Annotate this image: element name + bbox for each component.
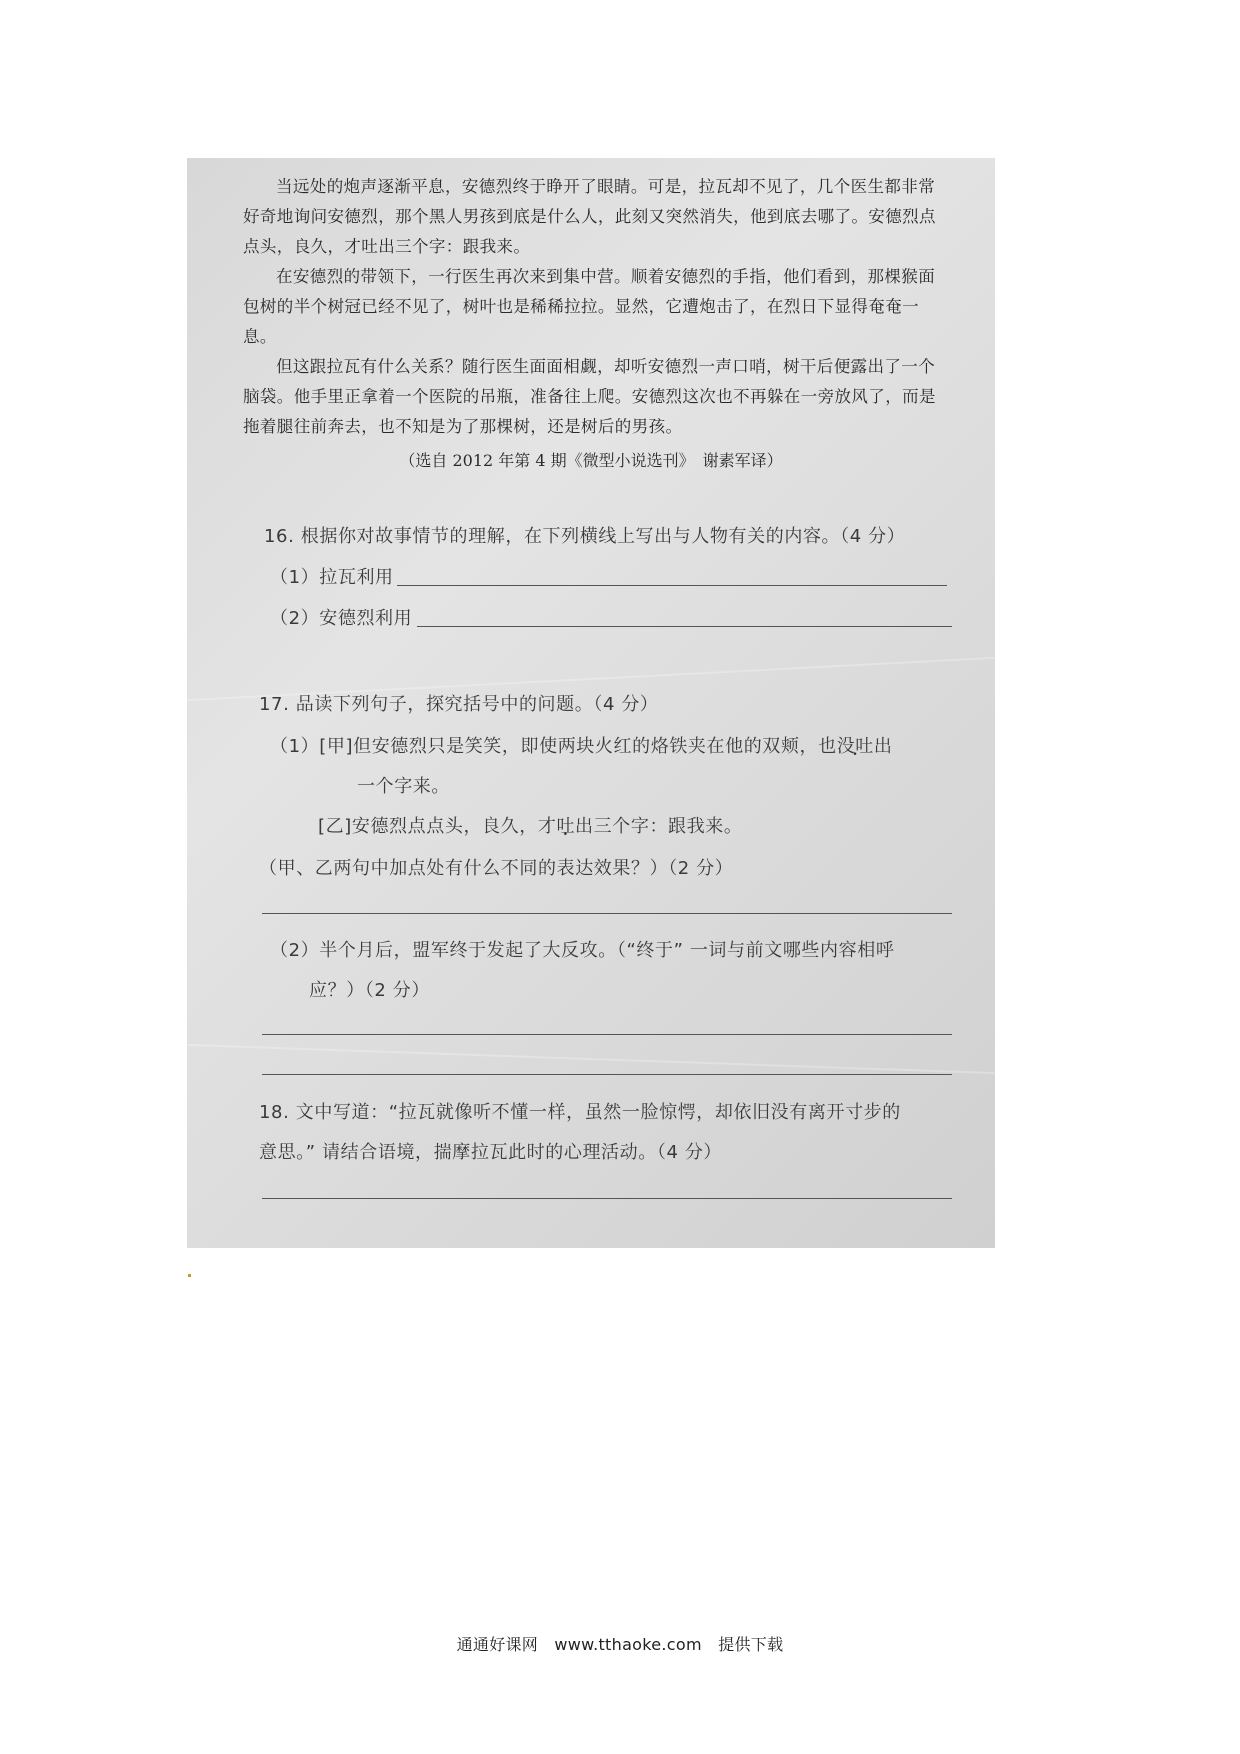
question-17-sentence-jia xyxy=(270,732,893,758)
question-17-sentence-yi xyxy=(318,812,742,838)
answer-line[interactable] xyxy=(417,626,952,627)
answer-line[interactable] xyxy=(397,585,947,586)
answer-line[interactable] xyxy=(262,1034,952,1035)
passage-paragraph: 但这跟拉瓦有什么关系？随行医生面面相觑，却听安德烈一声口哨，树干后便露出了一个脑袋。他手里正拿着一个医院的吊瓶，准备往上爬。安德烈这次也不再躲在一旁放风了，而是拖着腿往前奔去，也不知是为了那棵树，还是树后的男孩。 xyxy=(243,357,936,436)
sentence-text: （1）[甲]但安德烈只是笑笑，即使两块火红的烙铁夹在他的双颊， xyxy=(270,736,819,757)
question-17-stem: 17. 品读下列句子，探究括号中的问题。（4 分） xyxy=(259,694,659,715)
passage-paragraph: 在安德烈的带领下，一行医生再次来到集中营。顺着安德烈的手指，他们看到，那棵猴面包树的半个树冠已经不见了，树叶也是稀稀拉拉。显然，它遭炮击了，在烈日下显得奄奄一息。 xyxy=(243,267,936,346)
question-17-sentence-jia-cont: 一个字来。 xyxy=(357,776,450,797)
passage-paragraph: 当远处的炮声逐渐平息，安德烈终于睁开了眼睛。可是，拉瓦却不见了，几个医生都非常好奇地询问安德烈，那个黑人男孩到底是什么人，此刻又突然消失，他到底去哪了。安德烈点点头，良久，才吐出三个字：跟我来。 xyxy=(243,177,936,256)
sentence-text: [乙]安德烈点点头，良久， xyxy=(318,816,538,837)
sentence-text: 三个字：跟我来。 xyxy=(593,816,743,837)
question-16-item-1: （1）拉瓦利用 xyxy=(270,567,394,588)
question-18-stem: 18. 文中写道：“拉瓦就像听不懂一样，虽然一脸惊愕，却依旧没有离开寸步的 xyxy=(259,1102,901,1123)
emphasized-phrase: 也没吐出 xyxy=(818,736,893,757)
exam-photo xyxy=(187,158,995,1248)
page-mark xyxy=(188,1274,191,1277)
emphasized-phrase: 才吐出 xyxy=(537,816,594,837)
question-18-stem-cont: 意思。” 请结合语境，揣摩拉瓦此时的心理活动。（4 分） xyxy=(259,1142,723,1163)
passage-source: （选自 2012 年第 4 期《微型小说选刊》 谢素军译） xyxy=(399,451,783,470)
story-passage xyxy=(243,172,943,442)
question-17-sub2-cont: 应？）（2 分） xyxy=(309,980,430,1001)
answer-line[interactable] xyxy=(262,913,952,914)
download-footer: 通通好课网 www.tthaoke.com 提供下载 xyxy=(456,1635,784,1654)
question-16-stem: 16. 根据你对故事情节的理解，在下列横线上写出与人物有关的内容。（4 分） xyxy=(264,526,906,547)
answer-line[interactable] xyxy=(262,1074,952,1075)
question-17-sub2: （2）半个月后，盟军终于发起了大反攻。（“终于” 一词与前文哪些内容相呼 xyxy=(270,940,895,961)
question-17-sub1: （甲、乙两句中加点处有什么不同的表达效果？）（2 分） xyxy=(259,858,734,879)
question-16-item-2: （2）安德烈利用 xyxy=(270,608,413,629)
answer-line[interactable] xyxy=(262,1198,952,1199)
paper-crease xyxy=(187,1044,995,1074)
